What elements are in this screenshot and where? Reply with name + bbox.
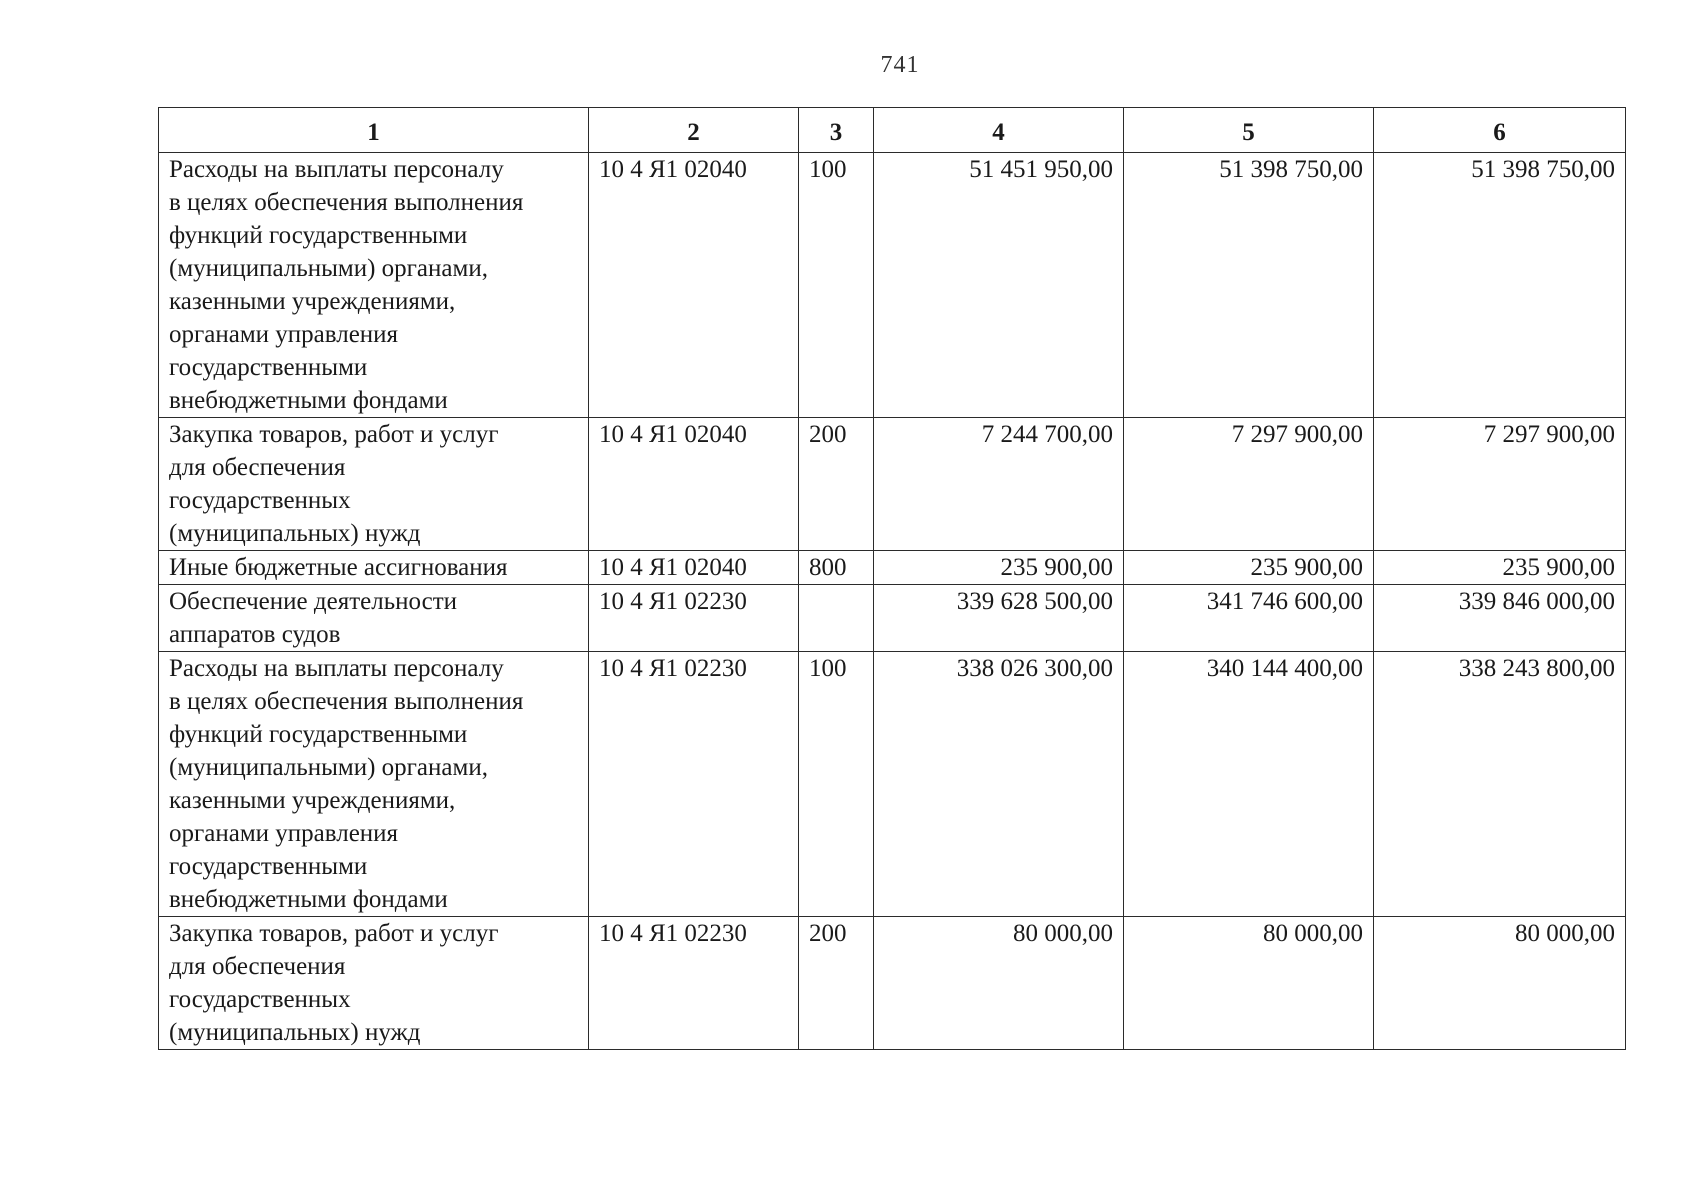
row-value-2: 80 000,00 [1124, 917, 1374, 1050]
row-name-cell [159, 917, 589, 1050]
row-value-3: 7 297 900,00 [1374, 418, 1626, 551]
table-row [159, 418, 1626, 551]
row-value-2: 340 144 400,00 [1124, 652, 1374, 917]
row-value-2: 235 900,00 [1124, 551, 1374, 585]
row-value-1: 338 026 300,00 [874, 652, 1124, 917]
page-number: 741 [880, 52, 920, 78]
row-name: Закупка товаров, работ и услуг для обеспечения государственных (муниципальных) нужд [169, 920, 499, 1046]
row-value-3: 80 000,00 [1374, 917, 1626, 1050]
row-name-cell [159, 585, 589, 652]
header-cell: 2 [589, 108, 799, 153]
row-type: 200 [799, 917, 874, 1050]
row-name: Закупка товаров, работ и услуг для обеспечения государственных (муниципальных) нужд [169, 421, 499, 547]
row-name-cell [159, 418, 589, 551]
row-name: Расходы на выплаты персоналу в целях обеспечения выполнения функций государственными (муниципальными) органами, казенными учреждениями, органами управления государственными внебюджетными фондами [169, 156, 524, 414]
row-code: 10 4 Я1 02230 [589, 652, 799, 917]
row-value-1: 7 244 700,00 [874, 418, 1124, 551]
row-value-3: 339 846 000,00 [1374, 585, 1626, 652]
row-value-3: 338 243 800,00 [1374, 652, 1626, 917]
header-cell: 1 [159, 108, 589, 153]
row-value-1: 51 451 950,00 [874, 153, 1124, 418]
budget-table [158, 107, 1626, 1050]
row-value-3: 235 900,00 [1374, 551, 1626, 585]
table-row [159, 551, 1626, 585]
header-cell: 3 [799, 108, 874, 153]
header-row [159, 108, 1626, 153]
header-cell: 6 [1374, 108, 1626, 153]
row-value-1: 235 900,00 [874, 551, 1124, 585]
row-type [799, 585, 874, 652]
row-value-3: 51 398 750,00 [1374, 153, 1626, 418]
row-code: 10 4 Я1 02230 [589, 917, 799, 1050]
table-row [159, 917, 1626, 1050]
row-name-cell [159, 153, 589, 418]
row-code: 10 4 Я1 02040 [589, 551, 799, 585]
row-code: 10 4 Я1 02040 [589, 153, 799, 418]
row-code: 10 4 Я1 02040 [589, 418, 799, 551]
row-value-2: 51 398 750,00 [1124, 153, 1374, 418]
row-type: 800 [799, 551, 874, 585]
row-type: 100 [799, 153, 874, 418]
row-code: 10 4 Я1 02230 [589, 585, 799, 652]
row-value-2: 341 746 600,00 [1124, 585, 1374, 652]
row-value-1: 339 628 500,00 [874, 585, 1124, 652]
row-name: Расходы на выплаты персоналу в целях обеспечения выполнения функций государственными (муниципальными) органами, казенными учреждениями, органами управления государственными внебюджетными фондами [169, 655, 524, 913]
row-value-1: 80 000,00 [874, 917, 1124, 1050]
row-value-2: 7 297 900,00 [1124, 418, 1374, 551]
table-row [159, 652, 1626, 917]
row-name: Обеспечение деятельности аппаратов судов [169, 588, 458, 648]
row-type: 200 [799, 418, 874, 551]
header-cell: 4 [874, 108, 1124, 153]
table-row [159, 585, 1626, 652]
row-name-cell [159, 551, 589, 585]
row-type: 100 [799, 652, 874, 917]
row-name-cell [159, 652, 589, 917]
table-row [159, 153, 1626, 418]
header-cell: 5 [1124, 108, 1374, 153]
row-name: Иные бюджетные ассигнования [169, 554, 508, 581]
